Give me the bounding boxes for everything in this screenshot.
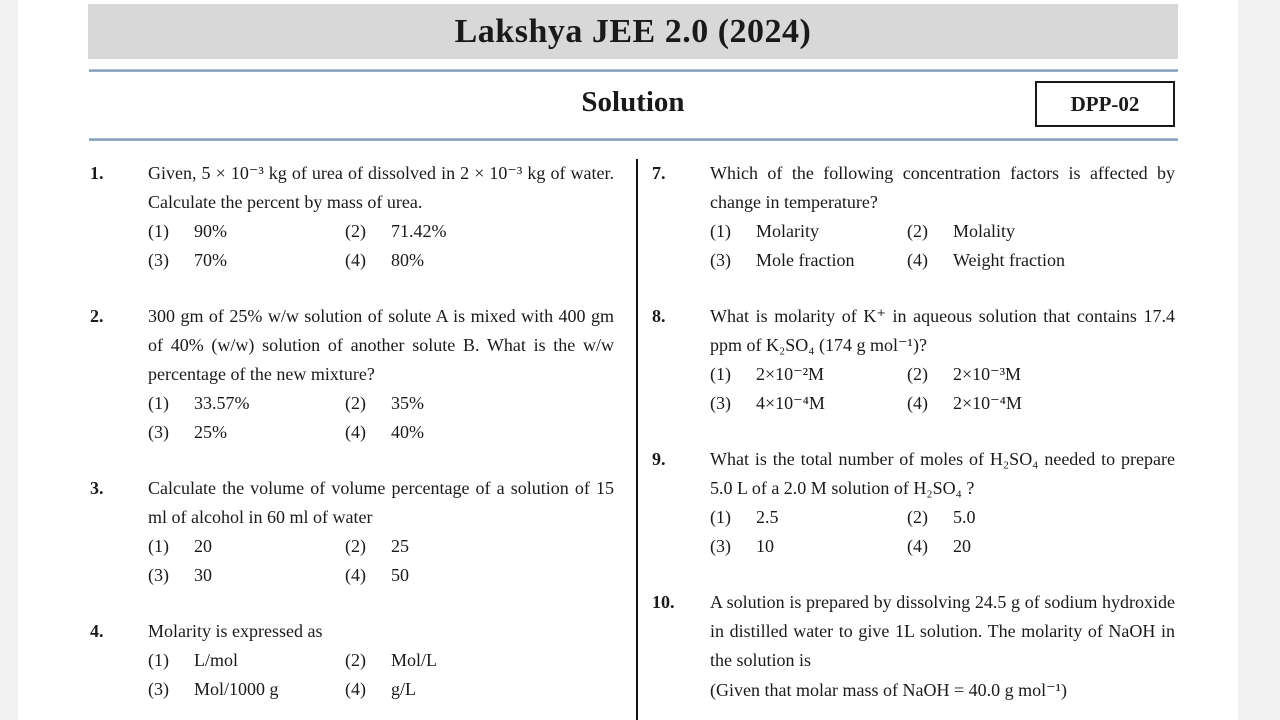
option-4 bbox=[345, 561, 614, 590]
option-value: 25 bbox=[391, 536, 409, 556]
option-value: 20 bbox=[953, 536, 971, 556]
options bbox=[710, 503, 1175, 561]
option-3 bbox=[148, 418, 345, 447]
option-4 bbox=[907, 389, 1175, 418]
option-2 bbox=[907, 217, 1175, 246]
option-label: (4) bbox=[907, 536, 928, 556]
question-footnote: (Given that molar mass of NaOH = 40.0 g mol⁻¹) bbox=[710, 680, 1067, 700]
horizontal-rule-top bbox=[89, 69, 1178, 72]
option-label: (3) bbox=[148, 250, 169, 270]
option-1 bbox=[148, 646, 345, 675]
question-number: 3. bbox=[90, 478, 104, 498]
option-value: 10 bbox=[756, 536, 774, 556]
option-2 bbox=[345, 389, 614, 418]
question-10 bbox=[652, 588, 1175, 705]
option-value: 71.42% bbox=[391, 221, 447, 241]
option-3 bbox=[148, 675, 345, 704]
option-1 bbox=[148, 389, 345, 418]
question-text: A solution is prepared by dissolving 24.5 g of sodium hydroxide in distilled water to give 1L solution. The molarity of NaOH in the solution is bbox=[710, 592, 1175, 670]
dpp-number-badge: DPP-02 bbox=[1035, 81, 1175, 127]
question-4 bbox=[90, 617, 614, 704]
question-number: 2. bbox=[90, 306, 104, 326]
option-label: (2) bbox=[345, 221, 366, 241]
right-column bbox=[652, 159, 1175, 720]
option-label: (1) bbox=[148, 221, 169, 241]
question-text: Which of the following concentration factors is affected by change in temperature? bbox=[710, 163, 1175, 212]
option-value: 40% bbox=[391, 422, 424, 442]
option-4 bbox=[345, 675, 614, 704]
option-3 bbox=[148, 246, 345, 275]
option-label: (4) bbox=[907, 393, 928, 413]
options bbox=[148, 532, 614, 590]
option-3 bbox=[710, 246, 907, 275]
option-value: 25% bbox=[194, 422, 227, 442]
options bbox=[710, 217, 1175, 275]
option-value: 2.5 bbox=[756, 507, 779, 527]
question-text: Given, 5 × 10⁻³ kg of urea of dissolved in 2 × 10⁻³ kg of water. Calculate the percent by mass of urea. bbox=[148, 163, 614, 212]
options bbox=[148, 389, 614, 447]
question-2 bbox=[90, 302, 614, 447]
question-3 bbox=[90, 474, 614, 590]
option-4 bbox=[907, 246, 1175, 275]
option-label: (3) bbox=[710, 536, 731, 556]
option-label: (4) bbox=[345, 679, 366, 699]
options bbox=[148, 217, 614, 275]
option-label: (1) bbox=[148, 393, 169, 413]
option-value: 90% bbox=[194, 221, 227, 241]
option-4 bbox=[345, 418, 614, 447]
option-2 bbox=[907, 360, 1175, 389]
question-text: Molarity is expressed as bbox=[148, 621, 323, 641]
option-label: (2) bbox=[345, 650, 366, 670]
option-label: (3) bbox=[710, 393, 731, 413]
option-label: (2) bbox=[907, 364, 928, 384]
question-text: Calculate the volume of volume percentage of a solution of 15 ml of alcohol in 60 ml of water bbox=[148, 478, 614, 527]
header-banner bbox=[88, 4, 1178, 59]
option-value: 30 bbox=[194, 565, 212, 585]
options bbox=[710, 360, 1175, 418]
question-7 bbox=[652, 159, 1175, 275]
option-value: 50 bbox=[391, 565, 409, 585]
option-3 bbox=[148, 561, 345, 590]
right-edge-gutter bbox=[1238, 0, 1280, 720]
option-value: Weight fraction bbox=[953, 250, 1066, 270]
option-label: (3) bbox=[148, 679, 169, 699]
option-4 bbox=[345, 246, 614, 275]
option-label: (1) bbox=[710, 221, 731, 241]
option-label: (2) bbox=[907, 507, 928, 527]
question-text: What is molarity of K⁺ in aqueous solution that contains 17.4 ppm of K₂SO₄ (174 g mol⁻¹)? bbox=[710, 306, 1175, 355]
option-label: (1) bbox=[148, 536, 169, 556]
question-text: 300 gm of 25% w/w solution of solute A is mixed with 400 gm of 40% (w/w) solution of another solute B. What is the w/w percentage of the new mixture? bbox=[148, 306, 614, 384]
document-title: Lakshya JEE 2.0 (2024) bbox=[454, 12, 812, 50]
question-number: 1. bbox=[90, 163, 104, 183]
question-text: What is the total number of moles of H₂SO₄ needed to prepare 5.0 L of a 2.0 M solution of H₂SO₄ ? bbox=[710, 449, 1175, 498]
option-1 bbox=[148, 217, 345, 246]
option-3 bbox=[710, 389, 907, 418]
option-label: (2) bbox=[345, 536, 366, 556]
question-area bbox=[90, 159, 1178, 720]
horizontal-rule-bottom bbox=[89, 138, 1178, 141]
question-number: 4. bbox=[90, 621, 104, 641]
option-label: (1) bbox=[148, 650, 169, 670]
option-value: 4×10⁻⁴M bbox=[756, 393, 825, 413]
question-number: 10. bbox=[652, 592, 675, 612]
option-value: 80% bbox=[391, 250, 424, 270]
question-1 bbox=[90, 159, 614, 275]
option-value: 2×10⁻³M bbox=[953, 364, 1022, 384]
option-label: (4) bbox=[345, 250, 366, 270]
option-value: 20 bbox=[194, 536, 212, 556]
option-value: 33.57% bbox=[194, 393, 250, 413]
option-1 bbox=[710, 217, 907, 246]
question-9 bbox=[652, 445, 1175, 561]
option-value: Molality bbox=[953, 221, 1015, 241]
question-number: 9. bbox=[652, 449, 666, 469]
chapter-title: Solution bbox=[581, 86, 685, 118]
option-label: (2) bbox=[907, 221, 928, 241]
option-value: 2×10⁻⁴M bbox=[953, 393, 1022, 413]
option-2 bbox=[345, 646, 614, 675]
option-label: (4) bbox=[345, 565, 366, 585]
left-edge-gutter bbox=[0, 0, 18, 720]
question-number: 7. bbox=[652, 163, 666, 183]
option-4 bbox=[907, 532, 1175, 561]
option-value: L/mol bbox=[194, 650, 238, 670]
left-column bbox=[90, 159, 614, 720]
option-label: (1) bbox=[710, 507, 731, 527]
option-value: Molarity bbox=[756, 221, 819, 241]
option-label: (1) bbox=[710, 364, 731, 384]
option-1 bbox=[710, 360, 907, 389]
option-value: g/L bbox=[391, 679, 416, 699]
options bbox=[148, 646, 614, 704]
option-label: (3) bbox=[148, 422, 169, 442]
option-3 bbox=[710, 532, 907, 561]
option-value: Mol/L bbox=[391, 650, 438, 670]
option-label: (3) bbox=[710, 250, 731, 270]
option-value: 5.0 bbox=[953, 507, 976, 527]
option-1 bbox=[710, 503, 907, 532]
option-2 bbox=[907, 503, 1175, 532]
question-number: 8. bbox=[652, 306, 666, 326]
option-value: Mole fraction bbox=[756, 250, 855, 270]
option-label: (4) bbox=[345, 422, 366, 442]
option-value: Mol/1000 g bbox=[194, 679, 279, 699]
option-value: 2×10⁻²M bbox=[756, 364, 825, 384]
option-2 bbox=[345, 532, 614, 561]
question-8 bbox=[652, 302, 1175, 418]
option-1 bbox=[148, 532, 345, 561]
option-label: (2) bbox=[345, 393, 366, 413]
option-label: (4) bbox=[907, 250, 928, 270]
option-value: 35% bbox=[391, 393, 424, 413]
option-value: 70% bbox=[194, 250, 227, 270]
column-divider bbox=[636, 159, 638, 720]
option-2 bbox=[345, 217, 614, 246]
option-label: (3) bbox=[148, 565, 169, 585]
